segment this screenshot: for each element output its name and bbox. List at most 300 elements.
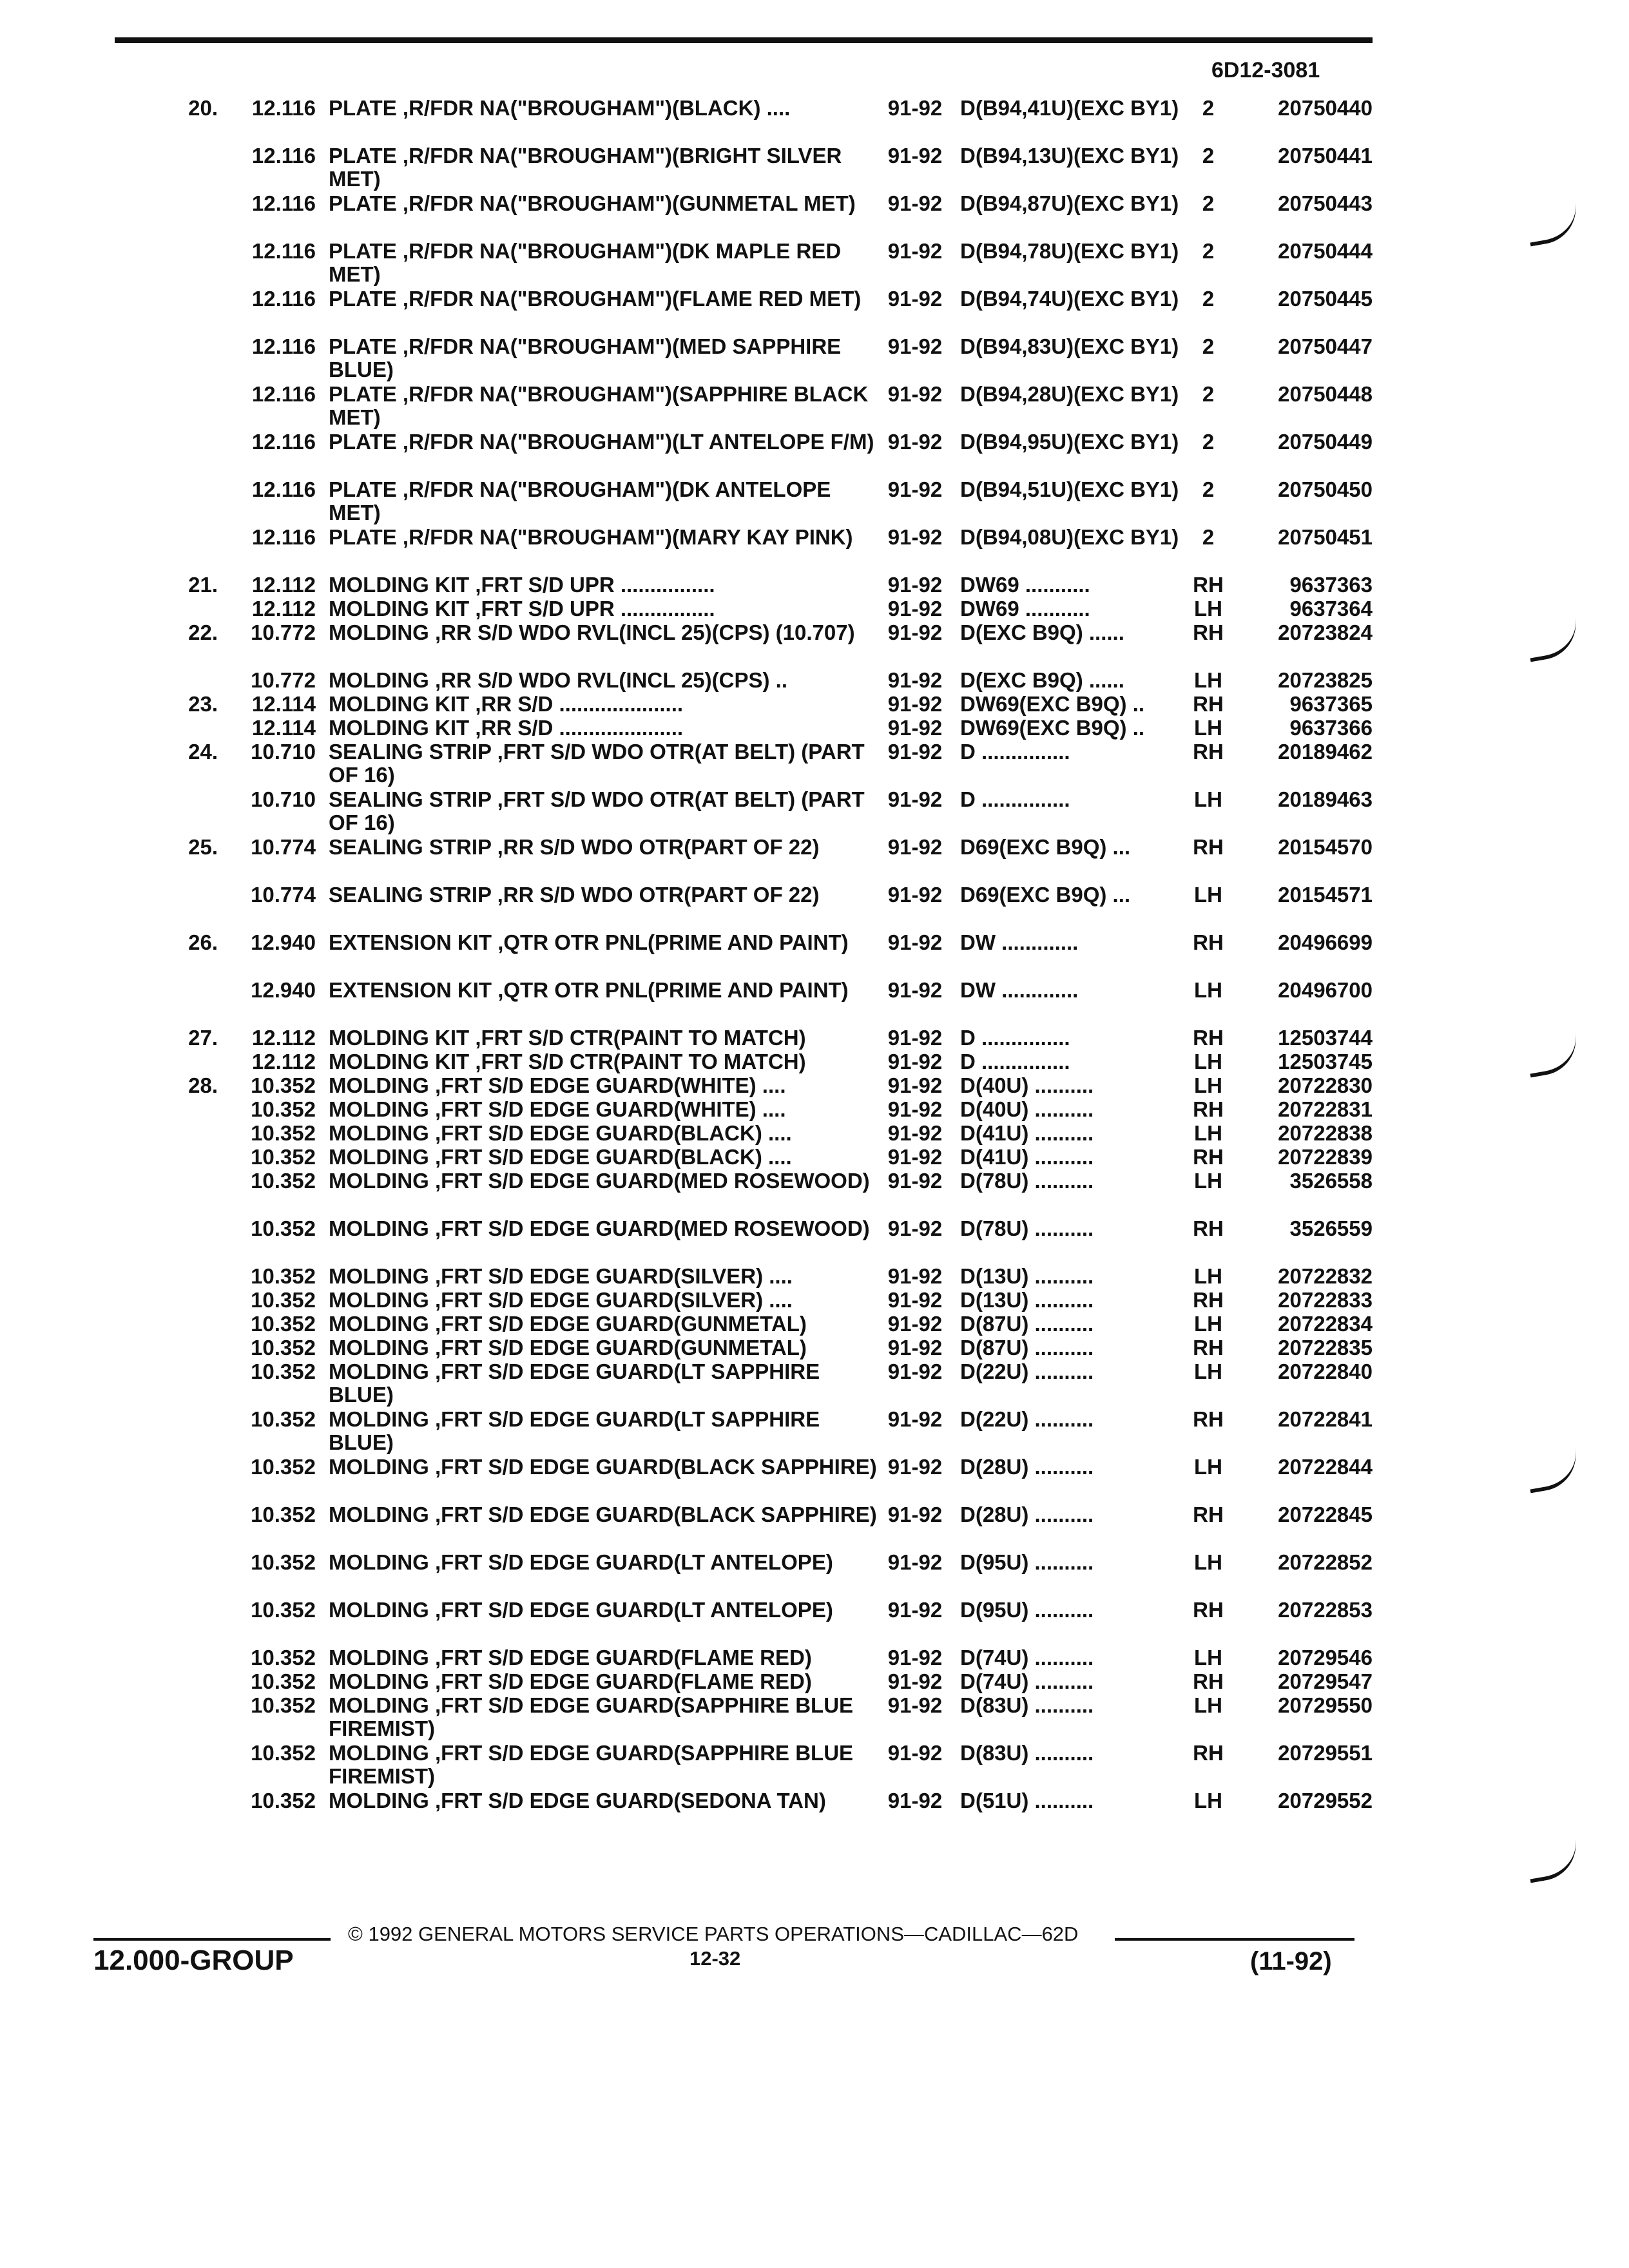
part-name: MOLDING (329, 1503, 429, 1526)
quantity: 2 (1202, 430, 1215, 454)
catalog-row (0, 1646, 1629, 1670)
model-years: 91-92 (887, 1121, 943, 1145)
group-number: 10.352 (251, 1789, 316, 1812)
description (329, 1265, 883, 1288)
quantity: LH (1194, 1121, 1222, 1145)
quantity: RH (1193, 1336, 1224, 1360)
part-number: 20750440 (1278, 96, 1373, 120)
catalog-row (0, 1670, 1629, 1694)
group-number: 12.116 (251, 334, 316, 358)
quantity: LH (1194, 1073, 1222, 1097)
ref-number: 28. (188, 1073, 218, 1097)
model-years: 91-92 (887, 740, 943, 764)
qualifier: D(41U) .......... (960, 1121, 1094, 1145)
model-years: 91-92 (887, 525, 943, 549)
quantity: RH (1193, 740, 1224, 764)
group-number: 12.116 (251, 382, 316, 406)
catalog-row (0, 430, 1629, 478)
part-name: MOLDING (329, 1121, 429, 1145)
part-name: MOLDING (329, 1264, 429, 1288)
page-code: 6D12-3081 (1211, 58, 1320, 82)
part-name: MOLDING (329, 668, 429, 692)
part-description: ,QTR OTR PNL(PRIME AND PAINT) (497, 930, 849, 954)
description (329, 1670, 883, 1693)
group-number: 12.116 (251, 525, 316, 549)
group-number: 10.352 (251, 1646, 316, 1669)
quantity: RH (1193, 835, 1224, 859)
part-number: 20722835 (1278, 1336, 1373, 1360)
group-number: 10.352 (251, 1503, 316, 1526)
part-description: ,R/FDR NA("BROUGHAM")(GUNMETAL MET) (402, 191, 856, 215)
description (329, 1646, 883, 1669)
model-years: 91-92 (887, 191, 943, 215)
model-years: 91-92 (887, 930, 943, 954)
model-years: 91-92 (887, 1216, 943, 1240)
part-number: 12503744 (1278, 1026, 1373, 1050)
quantity: LH (1194, 1360, 1222, 1383)
part-number: 20729550 (1278, 1693, 1373, 1717)
quantity: LH (1194, 1264, 1222, 1288)
description (329, 597, 883, 620)
part-description: ,RR S/D WDO RVL(INCL 25)(CPS) .. (435, 668, 787, 692)
part-description: ,FRT S/D EDGE GUARD(LT SAPPHIRE BLUE) (329, 1407, 820, 1454)
quantity: RH (1193, 1097, 1224, 1121)
part-name: MOLDING KIT (329, 573, 470, 597)
part-description: ,R/FDR NA("BROUGHAM")(DK MAPLE RED MET) (329, 239, 842, 286)
group-number: 12.116 (251, 191, 316, 215)
part-name: MOLDING (329, 1550, 429, 1574)
group-number: 10.710 (251, 787, 316, 811)
part-name: SEALING STRIP (329, 883, 492, 907)
part-number: 20722841 (1278, 1407, 1373, 1431)
quantity: LH (1194, 668, 1222, 692)
model-years: 91-92 (887, 1288, 943, 1312)
part-name: MOLDING (329, 1216, 429, 1240)
description (329, 383, 883, 429)
part-number: 20729552 (1278, 1789, 1373, 1812)
qualifier: DW69 ........... (960, 597, 1090, 620)
part-description: ,RR S/D ..................... (475, 716, 684, 740)
part-description: ,FRT S/D EDGE GUARD(LT SAPPHIRE BLUE) (329, 1360, 820, 1407)
part-number: 20729547 (1278, 1669, 1373, 1693)
qualifier: D(83U) .......... (960, 1693, 1094, 1717)
quantity: 2 (1202, 382, 1215, 406)
part-name: SEALING STRIP (329, 787, 492, 811)
model-years: 91-92 (887, 1360, 943, 1383)
part-description: ,FRT S/D CTR(PAINT TO MATCH) (475, 1026, 806, 1050)
description (329, 1408, 883, 1454)
part-description: ,FRT S/D EDGE GUARD(WHITE) .... (435, 1073, 786, 1097)
description (329, 1789, 883, 1812)
part-number: 20722853 (1278, 1598, 1373, 1622)
ref-number: 25. (188, 835, 218, 859)
model-years: 91-92 (887, 1455, 943, 1479)
model-years: 91-92 (887, 1669, 943, 1693)
part-number: 20750449 (1278, 430, 1373, 454)
quantity: LH (1194, 597, 1222, 620)
part-description: ,FRT S/D WDO OTR(AT BELT) (PART OF 16) (329, 740, 865, 787)
description (329, 144, 883, 191)
group-number: 10.352 (251, 1121, 316, 1145)
part-number: 20722833 (1278, 1288, 1373, 1312)
catalog-row (0, 1217, 1629, 1265)
group-label: 12.000-GROUP (93, 1945, 294, 1976)
part-description: ,FRT S/D UPR ................ (475, 573, 715, 597)
part-number: 20750444 (1278, 239, 1373, 263)
catalog-row (0, 597, 1629, 621)
part-description: ,R/FDR NA("BROUGHAM")(MARY KAY PINK) (402, 525, 853, 549)
catalog-row (0, 836, 1629, 883)
part-name: MOLDING (329, 1360, 429, 1383)
group-number: 10.352 (251, 1288, 316, 1312)
qualifier: D(B94,51U)(EXC BY1) (960, 477, 1179, 501)
part-number: 20722852 (1278, 1550, 1373, 1574)
group-number: 10.352 (251, 1312, 316, 1336)
part-number: 20750451 (1278, 525, 1373, 549)
qualifier: DW69(EXC B9Q) .. (960, 692, 1145, 716)
quantity: LH (1194, 1550, 1222, 1574)
part-description: ,R/FDR NA("BROUGHAM")(BLACK) .... (402, 96, 791, 120)
catalog-row (0, 478, 1629, 526)
group-number: 12.116 (251, 239, 316, 263)
model-years: 91-92 (887, 1169, 943, 1193)
catalog-row (0, 716, 1629, 740)
part-number: 20750445 (1278, 287, 1373, 311)
part-name: EXTENSION KIT (329, 978, 492, 1002)
part-description: ,R/FDR NA("BROUGHAM")(FLAME RED MET) (402, 287, 862, 311)
description (329, 335, 883, 381)
part-name: PLATE (329, 430, 397, 454)
part-number: 20722834 (1278, 1312, 1373, 1336)
qualifier: D ............... (960, 740, 1070, 764)
part-description: ,RR S/D WDO OTR(PART OF 22) (497, 883, 820, 907)
part-number: 20154570 (1278, 835, 1373, 859)
group-number: 10.352 (251, 1741, 316, 1765)
footer-rule-left (93, 1938, 331, 1941)
qualifier: D(B94,78U)(EXC BY1) (960, 239, 1179, 263)
description (329, 1742, 883, 1788)
group-number: 12.112 (251, 573, 316, 597)
quantity: RH (1193, 1741, 1224, 1765)
part-name: PLATE (329, 239, 397, 263)
group-number: 10.774 (251, 835, 316, 859)
part-number: 20189463 (1278, 787, 1373, 811)
model-years: 91-92 (887, 1097, 943, 1121)
catalog-row (0, 287, 1629, 335)
qualifier: D ............... (960, 1050, 1070, 1073)
model-years: 91-92 (887, 668, 943, 692)
description (329, 1169, 883, 1193)
qualifier: D(78U) .......... (960, 1216, 1094, 1240)
description (329, 1336, 883, 1360)
qualifier: D(B94,95U)(EXC BY1) (960, 430, 1179, 454)
qualifier: D69(EXC B9Q) ... (960, 883, 1131, 907)
model-years: 91-92 (887, 716, 943, 740)
part-name: MOLDING (329, 1693, 429, 1717)
qualifier: D(13U) .......... (960, 1264, 1094, 1288)
description (329, 526, 883, 549)
part-name: PLATE (329, 477, 397, 501)
part-name: PLATE (329, 382, 397, 406)
description (329, 1289, 883, 1312)
catalog-row (0, 97, 1629, 144)
qualifier: D(28U) .......... (960, 1503, 1094, 1526)
catalog-row (0, 621, 1629, 669)
part-name: MOLDING (329, 1073, 429, 1097)
qualifier: D ............... (960, 1026, 1070, 1050)
catalog-row (0, 1074, 1629, 1098)
quantity: RH (1193, 1026, 1224, 1050)
part-number: 3526559 (1289, 1216, 1373, 1240)
qualifier: D(EXC B9Q) ...... (960, 620, 1124, 644)
model-years: 91-92 (887, 835, 943, 859)
catalog-row (0, 1312, 1629, 1336)
part-number: 9637363 (1289, 573, 1373, 597)
model-years: 91-92 (887, 144, 943, 168)
quantity: RH (1193, 1598, 1224, 1622)
model-years: 91-92 (887, 334, 943, 358)
part-description: ,RR S/D WDO RVL(INCL 25)(CPS) (10.707) (435, 620, 855, 644)
qualifier: D(B94,28U)(EXC BY1) (960, 382, 1179, 406)
quantity: LH (1194, 1169, 1222, 1193)
qualifier: D(74U) .......... (960, 1669, 1094, 1693)
part-name: MOLDING (329, 1288, 429, 1312)
group-number: 12.116 (251, 477, 316, 501)
catalog-row (0, 335, 1629, 383)
quantity: LH (1194, 1789, 1222, 1812)
model-years: 91-92 (887, 787, 943, 811)
quantity: RH (1193, 573, 1224, 597)
description (329, 1098, 883, 1121)
quantity: LH (1194, 716, 1222, 740)
model-years: 91-92 (887, 96, 943, 120)
catalog-row (0, 1503, 1629, 1551)
catalog-row (0, 1265, 1629, 1289)
qualifier: D(87U) .......... (960, 1336, 1094, 1360)
model-years: 91-92 (887, 1550, 943, 1574)
page-number: 12-32 (689, 1947, 741, 1970)
part-name: PLATE (329, 144, 397, 168)
catalog-row (0, 1599, 1629, 1646)
description (329, 716, 883, 740)
description (329, 693, 883, 716)
catalog-row (0, 740, 1629, 788)
quantity: RH (1193, 1145, 1224, 1169)
quantity: RH (1193, 1669, 1224, 1693)
part-description: ,FRT S/D EDGE GUARD(GUNMETAL) (435, 1312, 807, 1336)
qualifier: D(22U) .......... (960, 1360, 1094, 1383)
catalog-row (0, 1289, 1629, 1312)
group-number: 10.352 (251, 1145, 316, 1169)
group-number: 10.352 (251, 1669, 316, 1693)
revision-date: (11-92) (1250, 1947, 1332, 1975)
model-years: 91-92 (887, 978, 943, 1002)
part-name: EXTENSION KIT (329, 930, 492, 954)
parts-catalog (0, 97, 1629, 1837)
part-number: 20722845 (1278, 1503, 1373, 1526)
qualifier: D(87U) .......... (960, 1312, 1094, 1336)
quantity: RH (1193, 692, 1224, 716)
part-number: 20189462 (1278, 740, 1373, 764)
quantity: LH (1194, 1646, 1222, 1669)
group-number: 10.352 (251, 1264, 316, 1288)
model-years: 91-92 (887, 239, 943, 263)
qualifier: D(B94,08U)(EXC BY1) (960, 525, 1179, 549)
quantity: LH (1194, 1693, 1222, 1717)
description (329, 979, 883, 1002)
description (329, 1599, 883, 1622)
catalog-row (0, 1694, 1629, 1742)
part-description: ,FRT S/D WDO OTR(AT BELT) (PART OF 16) (329, 787, 865, 834)
qualifier: D(40U) .......... (960, 1097, 1094, 1121)
part-name: MOLDING (329, 1407, 429, 1431)
part-name: PLATE (329, 334, 397, 358)
catalog-row (0, 669, 1629, 693)
qualifier: D(83U) .......... (960, 1741, 1094, 1765)
part-description: ,FRT S/D EDGE GUARD(BLACK SAPPHIRE) (435, 1503, 877, 1526)
part-description: ,QTR OTR PNL(PRIME AND PAINT) (497, 978, 849, 1002)
description (329, 931, 883, 954)
description (329, 1360, 883, 1407)
catalog-row (0, 1742, 1629, 1789)
part-number: 3526558 (1289, 1169, 1373, 1193)
model-years: 91-92 (887, 883, 943, 907)
quantity: LH (1194, 787, 1222, 811)
group-number: 12.114 (251, 716, 316, 740)
quantity: RH (1193, 1288, 1224, 1312)
model-years: 91-92 (887, 287, 943, 311)
catalog-row (0, 526, 1629, 573)
part-number: 20496700 (1278, 978, 1373, 1002)
group-number: 12.112 (251, 597, 316, 620)
part-description: ,FRT S/D EDGE GUARD(LT ANTELOPE) (435, 1550, 833, 1574)
quantity: LH (1194, 978, 1222, 1002)
part-name: MOLDING (329, 1097, 429, 1121)
part-number: 9637364 (1289, 597, 1373, 620)
part-description: ,FRT S/D EDGE GUARD(FLAME RED) (435, 1669, 812, 1693)
description (329, 1694, 883, 1740)
qualifier: D(B94,74U)(EXC BY1) (960, 287, 1179, 311)
qualifier: DW69(EXC B9Q) .. (960, 716, 1145, 740)
model-years: 91-92 (887, 1050, 943, 1073)
part-number: 20722840 (1278, 1360, 1373, 1383)
part-name: SEALING STRIP (329, 740, 492, 764)
part-number: 20750443 (1278, 191, 1373, 215)
part-number: 20723825 (1278, 668, 1373, 692)
part-name: MOLDING (329, 1789, 429, 1812)
description (329, 883, 883, 907)
qualifier: DW69 ........... (960, 573, 1090, 597)
part-number: 20722832 (1278, 1264, 1373, 1288)
quantity: 2 (1202, 191, 1215, 215)
catalog-row (0, 1050, 1629, 1074)
description (329, 1217, 883, 1240)
part-number: 9637366 (1289, 716, 1373, 740)
description (329, 573, 883, 597)
part-description: ,FRT S/D EDGE GUARD(LT ANTELOPE) (435, 1598, 833, 1622)
part-number: 20154571 (1278, 883, 1373, 907)
part-description: ,FRT S/D UPR ................ (475, 597, 715, 620)
quantity: LH (1194, 1312, 1222, 1336)
quantity: 2 (1202, 96, 1215, 120)
part-number: 20750447 (1278, 334, 1373, 358)
part-name: MOLDING (329, 1312, 429, 1336)
description (329, 740, 883, 787)
description (329, 287, 883, 311)
part-number: 20750441 (1278, 144, 1373, 168)
part-number: 9637365 (1289, 692, 1373, 716)
model-years: 91-92 (887, 1693, 943, 1717)
quantity: 2 (1202, 525, 1215, 549)
model-years: 91-92 (887, 477, 943, 501)
group-number: 12.116 (251, 430, 316, 454)
part-name: MOLDING (329, 1145, 429, 1169)
catalog-row (0, 240, 1629, 287)
quantity: RH (1193, 930, 1224, 954)
part-description: ,RR S/D ..................... (475, 692, 684, 716)
part-name: MOLDING (329, 1169, 429, 1193)
part-name: MOLDING (329, 1455, 429, 1479)
quantity: RH (1193, 1503, 1224, 1526)
part-description: ,FRT S/D EDGE GUARD(BLACK) .... (435, 1145, 792, 1169)
binder-mark (1525, 1838, 1582, 1883)
qualifier: D(51U) .......... (960, 1789, 1094, 1812)
group-number: 10.710 (251, 740, 316, 764)
part-number: 20722844 (1278, 1455, 1373, 1479)
ref-number: 22. (188, 620, 218, 644)
description (329, 1503, 883, 1526)
part-name: MOLDING (329, 1646, 429, 1669)
description (329, 97, 883, 120)
part-description: ,FRT S/D EDGE GUARD(SEDONA TAN) (435, 1789, 826, 1812)
group-number: 10.352 (251, 1693, 316, 1717)
qualifier: DW ............. (960, 930, 1079, 954)
quantity: RH (1193, 620, 1224, 644)
catalog-row (0, 1122, 1629, 1146)
part-description: ,FRT S/D CTR(PAINT TO MATCH) (475, 1050, 806, 1073)
part-description: ,R/FDR NA("BROUGHAM")(BRIGHT SILVER MET) (329, 144, 842, 191)
description (329, 1074, 883, 1097)
part-name: MOLDING KIT (329, 597, 470, 620)
catalog-row (0, 573, 1629, 597)
qualifier: D(95U) .......... (960, 1550, 1094, 1574)
description (329, 621, 883, 644)
quantity: 2 (1202, 287, 1215, 311)
part-name: PLATE (329, 287, 397, 311)
description (329, 240, 883, 286)
group-number: 12.114 (251, 692, 316, 716)
catalog-row (0, 1408, 1629, 1456)
catalog-row (0, 1360, 1629, 1408)
qualifier: D(78U) .......... (960, 1169, 1094, 1193)
qualifier: D(74U) .......... (960, 1646, 1094, 1669)
description (329, 192, 883, 215)
part-number: 20723824 (1278, 620, 1373, 644)
catalog-row (0, 144, 1629, 192)
quantity: 2 (1202, 477, 1215, 501)
qualifier: D(41U) .......... (960, 1145, 1094, 1169)
part-number: 20729546 (1278, 1646, 1373, 1669)
part-number: 20750448 (1278, 382, 1373, 406)
part-number: 20722830 (1278, 1073, 1373, 1097)
description (329, 1146, 883, 1169)
qualifier: D(95U) .......... (960, 1598, 1094, 1622)
part-name: MOLDING (329, 620, 429, 644)
part-description: ,FRT S/D EDGE GUARD(MED ROSEWOOD) (435, 1216, 870, 1240)
group-number: 10.352 (251, 1360, 316, 1383)
part-name: PLATE (329, 191, 397, 215)
qualifier: D(40U) .......... (960, 1073, 1094, 1097)
